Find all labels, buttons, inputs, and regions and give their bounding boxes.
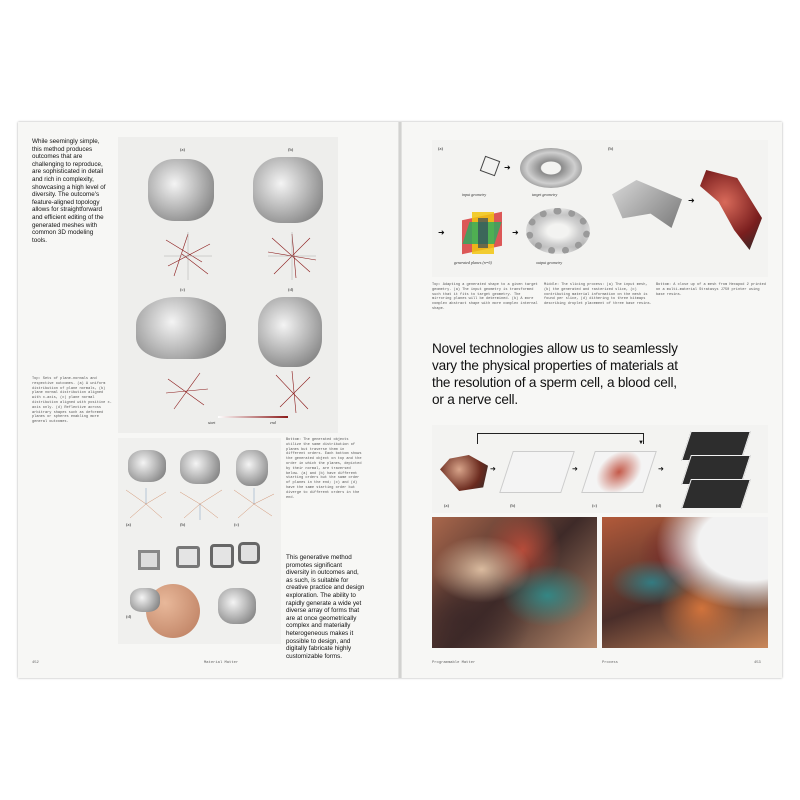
left-page-number: 452 xyxy=(32,661,39,665)
slice-label-a: (a) xyxy=(444,503,449,508)
slice-label-c: (c) xyxy=(592,503,597,508)
headline: Novel technologies allow us to seamlessly vary the physical properties of materials at the resolution of a sperm cell, a blood cell, or a nerve cell. xyxy=(432,341,678,407)
right-running-head-right: Process xyxy=(602,661,618,665)
right-running-head-left: Programmable Matter xyxy=(432,661,476,665)
target-geometry-label: target geometry xyxy=(532,192,558,197)
plane-normals-figure xyxy=(118,137,338,433)
slice-label-d: (d) xyxy=(656,503,662,508)
normals-diagram-a xyxy=(162,232,214,280)
bracket-arrow: ▼ xyxy=(638,440,644,446)
figure-label-b: (b) xyxy=(288,147,294,152)
bottom-object-b xyxy=(180,450,220,484)
input-geometry-label: input geometry xyxy=(462,192,487,197)
normals-diagram-c xyxy=(164,369,210,415)
material-slice xyxy=(581,451,657,493)
right-caption-bottom: Bottom: A close up of a mesh from Hexapod 2 printed on a multi-material Stratasys J750 printer using base resins. xyxy=(656,283,766,297)
final-object xyxy=(218,588,256,624)
figure-label-a: (a) xyxy=(180,147,185,152)
slicing-process-figure xyxy=(432,425,768,513)
arrow-4: ➜ xyxy=(688,196,695,205)
intro-paragraph: While seemingly simple, this method produces outcomes that are challenging to reproduce, are sophisticated in detail and rich in complexity, showcasing a high level of diversity. The outcome's feature-aligned topology allows for straightforward and efficient editing of the generated meshes with common 3D modeling tools. xyxy=(32,138,106,244)
target-geometry-figure xyxy=(432,140,768,277)
legend-end-label: end xyxy=(270,420,276,425)
normals-diagram-b xyxy=(266,232,318,280)
bottom-label-b: (b) xyxy=(180,522,186,527)
cube-step-4 xyxy=(238,542,260,564)
figure-label-d: (d) xyxy=(288,287,294,292)
target-torus xyxy=(520,148,582,188)
arrow-2: ➜ xyxy=(438,228,445,237)
slice-label-b: (b) xyxy=(510,503,516,508)
generated-object-d xyxy=(258,297,322,367)
book-gutter xyxy=(398,122,402,678)
bottom-object-c xyxy=(236,450,268,486)
generated-object-a xyxy=(148,159,214,221)
generated-planes-label: generated planes (n=6) xyxy=(454,260,492,265)
arrow-slice-3: ➜ xyxy=(658,466,664,473)
cube-step-1 xyxy=(138,550,160,570)
generative-paragraph: This generative method promotes significant diversity in outcomes and, as such, is suitable for creative practice and design exploration. The ability to rapidly generate a wide yet diverse array of forms that are at once geometrically complex and materially heterogeneous makes it possible to design, and digitally fabricate highly customizable forms. xyxy=(286,554,365,660)
input-mesh xyxy=(440,455,488,491)
right-caption-top: Top: Adapting a generated shape to a given target geometry. (a) The input geometry is transformed such that it fits to target geometry. The mirroring planes will be determined. (b) A more complex abstract shape with more complex internal shape. xyxy=(432,283,538,311)
bottom-object-a xyxy=(128,450,166,482)
arrow-slice-2: ➜ xyxy=(572,466,578,473)
figure-label-c: (c) xyxy=(180,287,185,292)
legend-start-label: start xyxy=(208,420,216,425)
arrow-1: ➜ xyxy=(504,163,511,172)
top-caption: Top: Sets of plane-normals and respective outcomes. (a) A uniform distribution of plane normals, (b) plane normal distribution aligned with x-axis, (c) plane normal distribution aligned with positive x-axis only. (d) Reflective across arbitrary shapes such as deformed planes or spheres enabling more general outcomes. xyxy=(32,377,112,425)
arrow-slice-1: ➜ xyxy=(490,466,496,473)
right-caption-middle: Middle: The slicing process: (a) The input mesh, (b) the generated and rasterized slice, (c) contributing material information on the mesh is found per slice, (d) dithering to three bitmaps describing droplet placement of three base resins. xyxy=(544,283,652,307)
printed-shape xyxy=(700,170,762,250)
bottom-caption: Bottom: The generated objects utilize the same distribution of planes but traverse them in different orders. Each bottom shows the generated object on top and the order in which the planes, depicted by their normal, are traversed below. (a) and (b) have different starting orders but the same order of planes in the end; (c) and (d) have the same starting order but diverge to different orders in the end. xyxy=(286,438,362,500)
fig-label-b: (b) xyxy=(608,146,614,151)
gradient-legend xyxy=(218,416,288,418)
bottom-label-d: (d) xyxy=(126,614,132,619)
right-page-number: 453 xyxy=(754,661,761,665)
output-torus xyxy=(526,208,590,254)
input-cube xyxy=(480,156,501,177)
rasterized-slice xyxy=(499,451,575,493)
closeup-photo-right xyxy=(602,517,768,648)
bottom-label-c: (c) xyxy=(234,522,239,527)
normals-diagram-d xyxy=(270,369,316,415)
generated-object-b xyxy=(253,157,323,223)
arrow-3: ➜ xyxy=(512,228,519,237)
fig-label-a: (a) xyxy=(438,146,443,151)
traversal-fans xyxy=(122,488,278,520)
output-geometry-label: output geometry xyxy=(536,260,563,265)
traversal-order-figure xyxy=(118,438,281,644)
closeup-photo-left xyxy=(432,517,597,648)
process-bracket xyxy=(477,433,644,444)
wireframe-shape xyxy=(612,180,682,228)
bottom-label-a: (a) xyxy=(126,522,131,527)
cube-step-2 xyxy=(176,546,200,568)
generated-object-c xyxy=(136,297,226,359)
generated-planes xyxy=(458,210,506,256)
sphere-object xyxy=(130,588,160,612)
cube-step-3 xyxy=(210,544,234,568)
bitmap-3 xyxy=(681,479,751,509)
left-running-head: Material Matter xyxy=(204,661,239,665)
